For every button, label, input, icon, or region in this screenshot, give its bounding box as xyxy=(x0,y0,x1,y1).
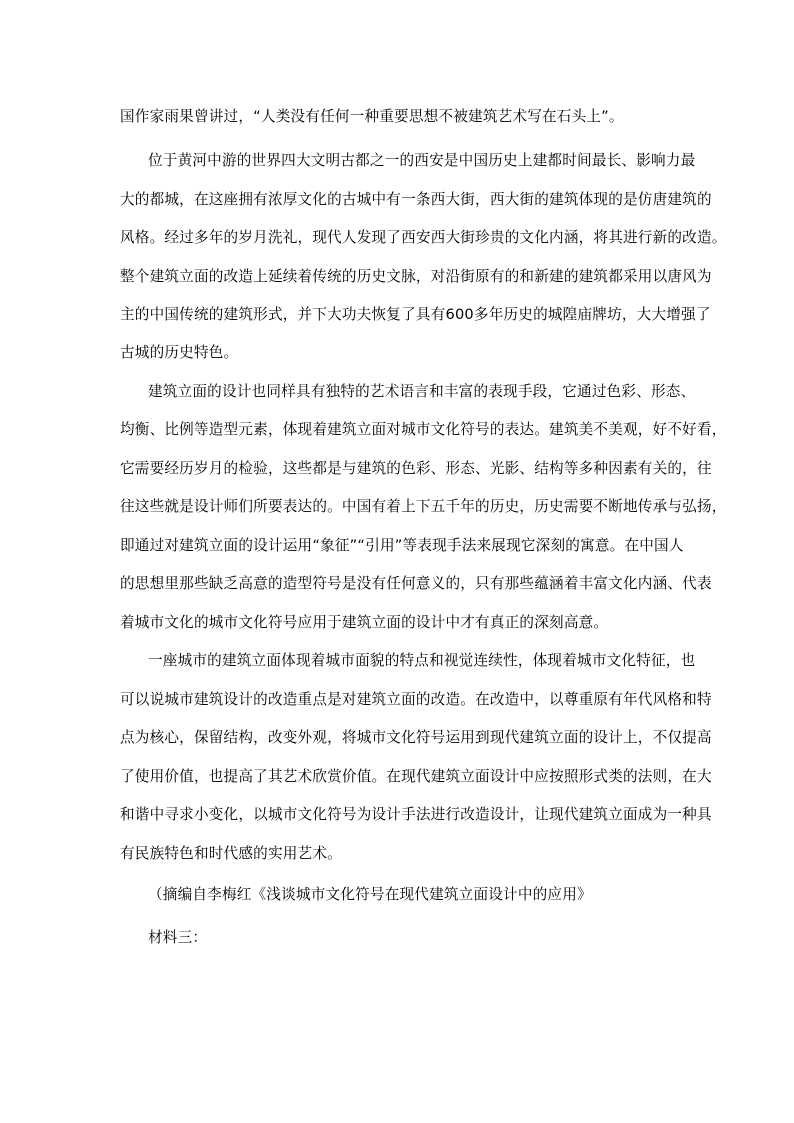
paragraph-line: 即通过对建筑立面的设计运用“象征”“引用”等表现手法来展现它深刻的寓意。在中国人 xyxy=(120,537,684,554)
paragraph-line: 的思想里那些缺乏高意的造型符号是没有任何意义的，只有那些蕴涵着丰富文化内涵、代表 xyxy=(120,575,712,592)
paragraph-line: 点为核心，保留结构，改变外观，将城市文化符号运用到现代建筑立面的设计上，不仅提高 xyxy=(120,729,712,746)
paragraph-line: 有民族特色和时代感的实用艺术。 xyxy=(120,845,342,862)
paragraph-line: 一座城市的建筑立面体现着城市面貌的特点和视觉连续性，体现着城市文化特征，也 xyxy=(148,652,696,669)
paragraph-line: 风格。经过多年的岁月洗礼，现代人发现了西安西大街珍贵的文化内涵，将其进行新的改造。 xyxy=(120,229,727,246)
paragraph-line: 国作家雨果曾讲过，“人类没有任何一种重要思想不被建筑艺术写在石头上”。 xyxy=(120,108,624,125)
paragraph-line: 主的中国传统的建筑形式，并下大功夫恢复了具有600多年历史的城隍庙牌坊，大大增强了 xyxy=(120,306,711,323)
paragraph-line: 了使用价值，也提高了其艺术欣赏价值。在现代建筑立面设计中应按照形式类的法则，在大 xyxy=(120,768,712,785)
paragraph-line: 建筑立面的设计也同样具有独特的艺术语言和丰富的表现手段，它通过色彩、形态、 xyxy=(148,383,696,400)
paragraph-line: 位于黄河中游的世界四大文明古都之一的西安是中国历史上建都时间最长、影响力最 xyxy=(148,152,696,169)
paragraph-line: 均衡、比例等造型元素，体现着建筑立面对城市文化符号的表达。建筑美不美观，好不好看， xyxy=(120,421,727,438)
paragraph-line: 着城市文化的城市文化符号应用于建筑立面的设计中才有真正的深刻高意。 xyxy=(120,614,609,631)
paragraph-line: 大的都城，在这座拥有浓厚文化的古城中有一条西大街，西大街的建筑体现的是仿唐建筑的 xyxy=(120,191,712,208)
paragraph-line: 它需要经历岁月的检验，这些都是与建筑的色彩、形态、光影、结构等多种因素有关的，往 xyxy=(120,460,712,477)
paragraph-line: 和谐中寻求小变化，以城市文化符号为设计手法进行改造设计，让现代建筑立面成为一种具 xyxy=(120,806,712,823)
section-heading: 材料三： xyxy=(148,929,208,946)
paragraph-line: 可以说城市建筑设计的改造重点是对建筑立面的改造。在改造中，以尊重原有年代风格和特 xyxy=(120,691,712,708)
paragraph-line: 整个建筑立面的改造上延续着传统的历史文脉，对沿街原有的和新建的建筑都采用以唐风为 xyxy=(120,268,712,285)
source-citation: （摘编自李梅红《浅谈城市文化符号在现代建筑立面设计中的应用》 xyxy=(148,886,592,903)
paragraph-line: 往这些就是设计师们所要表达的。中国有着上下五千年的历史，历史需要不断地传承与弘扬， xyxy=(120,498,727,515)
paragraph-line: 古城的历史特色。 xyxy=(120,344,239,361)
